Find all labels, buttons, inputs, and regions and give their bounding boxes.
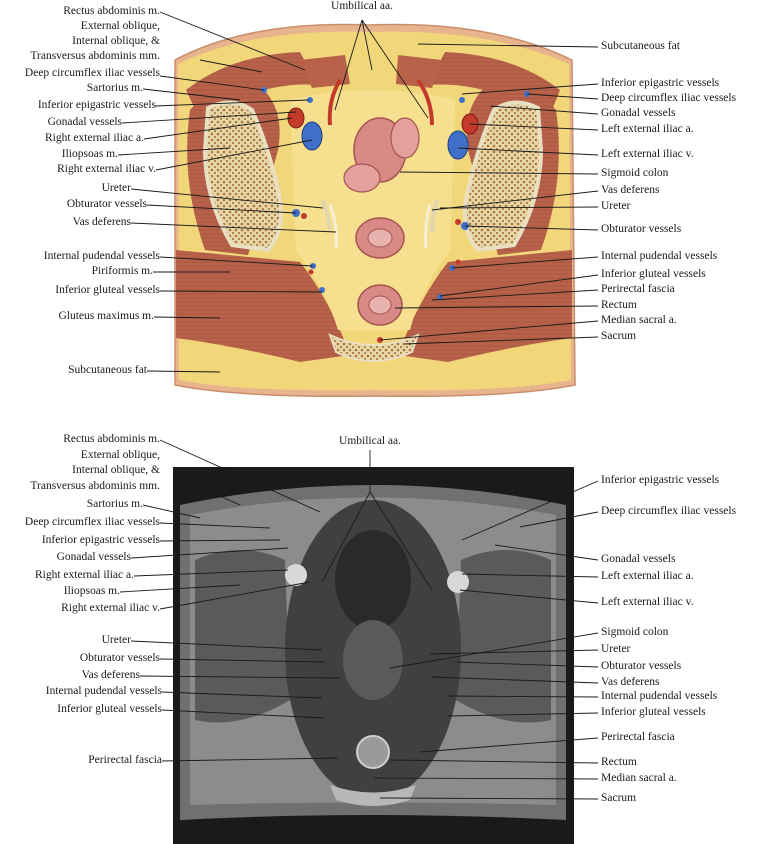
bottom-label-vas-deferens: Vas deferens	[81, 669, 140, 681]
bottom-label-inferior-gluteal: Inferior gluteal vessels	[57, 703, 162, 715]
top-label-sacrum: Sacrum	[601, 330, 637, 342]
top-label-umbilical-aa: Umbilical aa.	[331, 0, 393, 12]
bottom-label-obliques-line1: External oblique,	[80, 449, 160, 461]
bottom-label-rectum: Rectum	[601, 756, 637, 768]
bottom-label-ureter: Ureter	[101, 634, 131, 646]
top-label-vas-deferens-right: Vas deferens	[601, 184, 660, 196]
top-label-ureter-right: Ureter	[601, 200, 631, 212]
top-label-internal-pudendal: Internal pudendal vessels	[43, 250, 160, 262]
top-label-iliopsoas: Iliopsoas m.	[61, 148, 118, 160]
bottom-label-inferior-epigastric: Inferior epigastric vessels	[41, 534, 160, 546]
top-label-left-ext-iliac-a: Left external iliac a.	[601, 123, 694, 135]
top-label-inferior-gluteal: Inferior gluteal vessels	[55, 284, 160, 296]
bottom-label-gonadal: Gonadal vessels	[56, 551, 131, 563]
bottom-label-deep-circumflex: Deep circumflex iliac vessels	[24, 516, 160, 528]
bottom-label-deep-circumflex-right: Deep circumflex iliac vessels	[601, 505, 737, 517]
top-label-rectum: Rectum	[601, 299, 637, 311]
top-label-median-sacral: Median sacral a.	[601, 314, 677, 326]
bottom-label-right-ext-iliac-a: Right external iliac a.	[35, 569, 134, 581]
bottom-label-left-ext-iliac-a: Left external iliac a.	[601, 570, 694, 582]
top-label-obliques-line3: Transversus abdominis mm.	[30, 50, 160, 62]
bottom-label-left-ext-iliac-v: Left external iliac v.	[601, 596, 694, 608]
top-label-gonadal-vessels: Gonadal vessels	[47, 116, 122, 128]
top-label-subcutaneous-fat-left: Subcutaneous fat	[68, 364, 147, 376]
top-label-obliques-line2: Internal oblique, &	[72, 35, 160, 47]
top-label-vas-deferens: Vas deferens	[72, 216, 131, 228]
bottom-label-sacrum: Sacrum	[601, 792, 637, 804]
top-label-obturator-vessels: Obturator vessels	[66, 198, 147, 210]
top-label-deep-circumflex-iliac: Deep circumflex iliac vessels	[24, 67, 160, 79]
top-label-subcutaneous-fat-right: Subcutaneous fat	[601, 40, 680, 52]
top-label-ureter: Ureter	[101, 182, 131, 194]
bottom-label-ureter-right: Ureter	[601, 643, 631, 655]
bottom-label-inferior-gluteal-right: Inferior gluteal vessels	[601, 706, 706, 718]
bottom-label-umbilical-aa: Umbilical aa.	[339, 435, 401, 447]
top-label-gonadal-right: Gonadal vessels	[601, 107, 676, 119]
bottom-label-obliques-line3: Transversus abdominis mm.	[30, 480, 160, 492]
bottom-label-sigmoid-colon: Sigmoid colon	[601, 626, 669, 638]
top-label-gluteus-maximus: Gluteus maximus m.	[58, 310, 154, 322]
bottom-label-sartorius: Sartorius m.	[86, 498, 143, 510]
bottom-label-internal-pudendal: Internal pudendal vessels	[45, 685, 162, 697]
bottom-label-obturator: Obturator vessels	[79, 652, 160, 664]
bottom-label-perirectal-fascia-right: Perirectal fascia	[601, 731, 675, 743]
top-label-right-ext-iliac-a: Right external iliac a.	[45, 132, 144, 144]
top-label-obliques-line1: External oblique,	[80, 20, 160, 32]
top-label-internal-pudendal-right: Internal pudendal vessels	[601, 250, 718, 262]
bottom-label-perirectal-fascia: Perirectal fascia	[88, 754, 162, 766]
bottom-label-obturator-right: Obturator vessels	[601, 660, 682, 672]
bottom-label-obliques-line2: Internal oblique, &	[72, 464, 160, 476]
top-label-inferior-epigastric: Inferior epigastric vessels	[37, 99, 156, 111]
bottom-label-inferior-epigastric-right: Inferior epigastric vessels	[601, 474, 720, 486]
bottom-label-median-sacral: Median sacral a.	[601, 772, 677, 784]
top-label-perirectal-fascia: Perirectal fascia	[601, 283, 675, 295]
top-label-obturator-right: Obturator vessels	[601, 223, 682, 235]
top-label-piriformis: Piriformis m.	[91, 265, 153, 277]
top-label-inferior-epigastric-right: Inferior epigastric vessels	[601, 77, 720, 89]
top-label-inferior-gluteal-right: Inferior gluteal vessels	[601, 268, 706, 280]
bottom-label-internal-pudendal-right: Internal pudendal vessels	[601, 690, 718, 702]
top-label-deep-circumflex-right: Deep circumflex iliac vessels	[601, 92, 737, 104]
bottom-label-gonadal-right: Gonadal vessels	[601, 553, 676, 565]
top-label-right-ext-iliac-v: Right external iliac v.	[57, 163, 156, 175]
top-label-left-ext-iliac-v: Left external iliac v.	[601, 148, 694, 160]
bottom-label-vas-deferens-right: Vas deferens	[601, 676, 660, 688]
top-label-rectus-abdominis: Rectus abdominis m.	[63, 5, 160, 17]
top-label-sigmoid-colon: Sigmoid colon	[601, 167, 669, 179]
bottom-label-right-ext-iliac-v: Right external iliac v.	[61, 602, 160, 614]
top-label-sartorius: Sartorius m.	[86, 82, 143, 94]
bottom-label-iliopsoas: Iliopsoas m.	[63, 585, 120, 597]
bottom-label-rectus-abdominis: Rectus abdominis m.	[63, 433, 160, 445]
